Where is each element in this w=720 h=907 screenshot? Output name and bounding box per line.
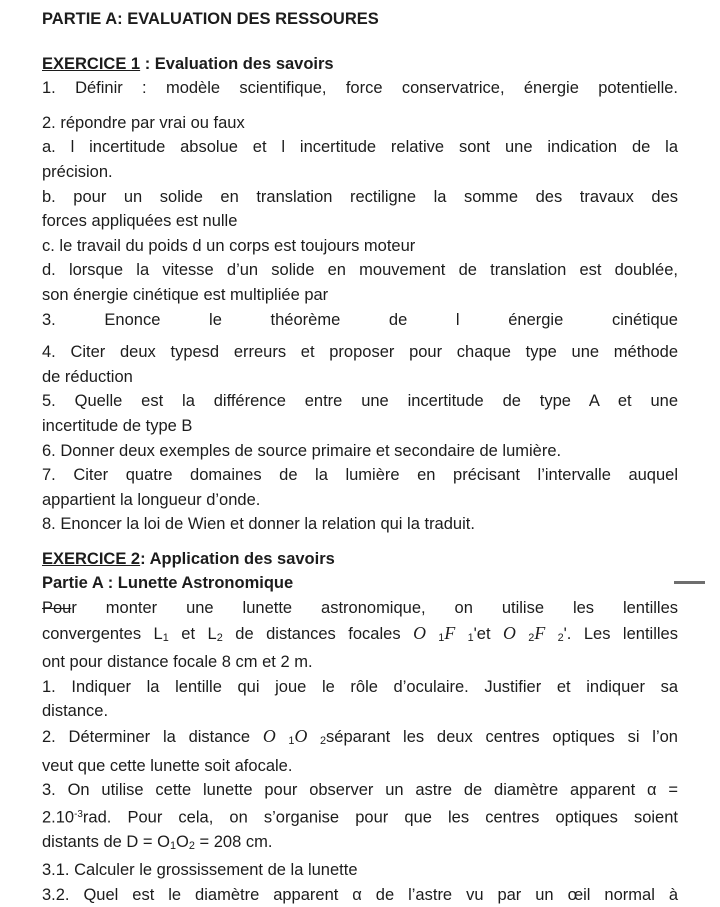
ex1-q7-line1 [42,463,678,488]
text-segment: F [534,622,558,643]
paragraph-spacer [42,537,678,547]
text-segment: F [444,622,468,643]
text-segment: 1 [169,839,177,852]
text-segment: 2 [528,631,535,644]
text-segment: ont pour distance focale 8 cm et 2 m. [42,653,313,672]
text-segment: 7. Citer quatre domaines de la lumière en précisant l’intervalle auquel [42,466,678,485]
text-segment: 2. Déterminer la distance [42,727,263,746]
text-segment: 1 [467,631,474,644]
text-segment: de distances focales [222,624,414,643]
ex1-q2a-line1 [42,135,678,160]
text-segment: -3 [74,808,83,820]
text-segment: 3. Enonce le théorème de l énergie cinétique [42,310,678,329]
ex1-q2d-line2 [42,283,678,308]
text-segment: de réduction [42,367,133,386]
text-segment: 1. Indiquer la lentille qui joue le rôle d’oculaire. Justifier et indiquer sa [42,677,678,696]
text-segment: distance. [42,702,109,721]
document-content [42,7,678,907]
paragraph-spacer [42,332,678,340]
text-segment: 2. répondre par vrai ou faux [42,113,245,132]
text-segment: 8. Enoncer la loi de Wien et donner la relation qui la traduit. [42,515,475,534]
ex1-q8 [42,512,678,537]
text-segment: O [503,622,529,643]
ex1-q4-line2 [42,365,678,390]
ex1-q1 [42,76,678,101]
text-segment: r monter une lunette astronomique, on utilise les lentilles [71,599,678,618]
text-segment: EXERCICE 2 [42,549,141,568]
text-segment: forces appliquées est nulle [42,212,238,231]
text-segment: 2 [216,631,223,644]
ex1-q4-line1 [42,340,678,365]
ex2-q1-line2 [42,699,678,724]
ex1-q2a-line2 [42,160,678,185]
ex2-q2-line1 [42,724,678,754]
text-segment: d. lorsque la vitesse d’un solide en mouvement de translation est doublée, [42,261,678,280]
text-segment: 1 [162,631,169,644]
ex1-q2b-line1 [42,185,678,210]
text-segment: 1 [288,734,295,747]
paragraph-spacer [42,32,678,52]
ex2-intro-line2 [42,621,678,651]
text-segment: : Application des savoirs [140,549,335,568]
text-segment: et L [168,624,217,643]
text-segment: '. Les lentilles [563,624,678,643]
text-segment: 3. On utilise cette lunette pour observer un astre de diamètre apparent α = [42,781,678,800]
text-segment: Partie A : Lunette Astronomique [42,574,294,593]
text-segment: PARTIE A: EVALUATION DES RESSOURES [42,10,379,28]
text-segment: a. l incertitude absolue et l incertitude relative sont une indication de la [42,138,678,157]
ex2-q2-line2 [42,754,678,779]
text-segment: : Evaluation des savoirs [140,54,334,73]
text-segment: 1. Définir : modèle scientifique, force conservatrice, énergie potentielle. [42,79,678,98]
text-segment: c. le travail du poids d un corps est toujours moteur [42,236,416,255]
text-segment: précision. [42,162,113,181]
text-segment: appartient la longueur d’onde. [42,490,261,509]
exercise-1-heading [42,52,678,77]
text-segment: = 208 cm. [194,832,273,851]
text-segment: O [294,725,320,746]
text-segment: EXERCICE 1 [42,54,141,73]
text-segment: convergentes L [42,624,163,643]
ex1-q7-line2 [42,488,678,513]
text-segment: 2 [319,734,327,747]
text-segment: son énergie cinétique est multipliée par [42,285,329,304]
ex1-q2c [42,234,678,259]
ex2-part-a-heading [42,571,678,596]
text-segment: séparant les deux centres optiques si l’on [326,727,678,746]
ex1-q5-line2 [42,414,678,439]
ex1-q6 [42,439,678,464]
text-segment: 2 [188,839,195,852]
ex2-q31 [42,858,678,883]
ex2-q3-line2 [42,803,678,830]
ex2-q3-line3 [42,830,678,859]
text-segment: O [413,622,439,643]
ex2-intro-line3 [42,650,678,675]
ex1-q2d-line1 [42,258,678,283]
part-a-title [42,7,678,32]
ex1-q2b-line2 [42,209,678,234]
exercise-2-heading [42,547,678,572]
ex2-q32 [42,883,678,907]
text-segment: 2 [557,631,564,644]
ex2-q3-line1 [42,778,678,803]
text-segment: distants de D = O [42,832,170,851]
text-segment: 2.10 [42,808,75,827]
text-segment: O [176,832,189,851]
text-segment: Pou [42,599,72,618]
text-segment: rad. Pour cela, on s’organise pour que les centres optiques soient [82,808,678,827]
ex1-q2 [42,111,678,136]
ex2-intro-line1 [42,596,678,621]
text-segment: 3.2. Quel est le diamètre apparent α de l’astre vu par un œil normal à [42,885,678,904]
text-segment: 6. Donner deux exemples de source primaire et secondaire de lumière. [42,441,562,460]
margin-dash [674,581,705,584]
text-segment: 4. Citer deux typesd erreurs et proposer pour chaque type une méthode [42,343,678,362]
ex1-q3 [42,308,678,333]
text-segment: veut que cette lunette soit afocale. [42,756,293,775]
text-segment: 3.1. Calculer le grossissement de la lunette [42,861,358,880]
text-segment: 'et [473,624,504,643]
text-segment: 1 [438,631,445,644]
paragraph-spacer [42,101,678,111]
text-segment: b. pour un solide en translation rectiligne la somme des travaux des [42,187,678,206]
ex2-q1-line1 [42,675,678,700]
text-segment: 5. Quelle est la différence entre une incertitude de type A et une [42,392,678,411]
text-segment: incertitude de type B [42,416,193,435]
ex1-q5-line1 [42,389,678,414]
text-segment: O [262,725,289,746]
